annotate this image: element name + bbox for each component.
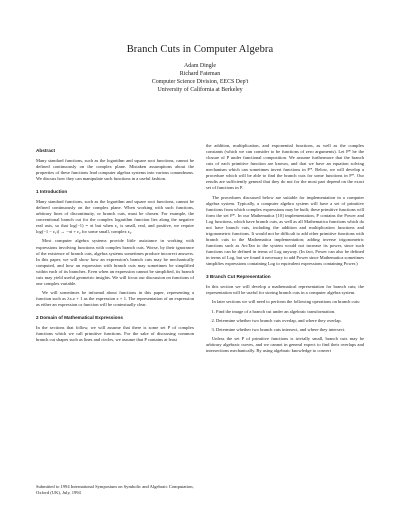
paragraph: We will sometimes be informal about functions in this paper, representing a function such as λx.z + 1 as the expression z + 1. The representation of an expression as either an expression or function will be contextually clear. [36, 290, 194, 308]
list-item: 2. Determine whether two branch cuts overlap, and where they overlap. [216, 318, 364, 324]
submission-footnote: Submitted to 1994 International Symposium on Symbolic and Algebraic Computation, Oxford (UK), July, 1994 [36, 484, 194, 496]
paragraph: the addition, multiplication, and exponential functions, as well as the complex constants (which we can consider to be functions of zero arguments). Let P* be the closure of P under functional composition. We assume furthermore that the branch cuts of each primitive function are known, and that we have an equation solving mechanism which can sometimes invert functions in P*. Below, we will develop a procedure which will be able to find the branch cuts for some functions in P*. Our results are sufficiently general that they do not for the most part depend on the exact set of functions in P. [206, 143, 364, 191]
abstract-text: Many standard functions, such as the logarithm and square root functions, cannot be defined continuously on the complex plane. Mistaken assumptions about the properties of these functions lead computer algebra systems into various conundrums. We discuss how they can manipulate such functions in a useful fashion. [36, 158, 194, 182]
operations-list [206, 309, 364, 333]
paragraph: In this section we will develop a mathematical representation for branch cuts; the representation will be useful for storing branch cuts in a computer algebra system. [206, 284, 364, 296]
author-affiliation: University of California at Berkeley [157, 86, 243, 93]
section-heading-branch-cut-representation: 3 Branch Cut Representation [206, 273, 271, 279]
left-column [36, 148, 194, 346]
author-block [0, 63, 400, 95]
author-name: Richard Fateman [179, 70, 221, 77]
paragraph: The procedures discussed below are suitable for implementation in a computer algebra system. Typically, a computer algebra system will have a set of primitive functions from which complex expressions may be built; these primitive functions will form the set P*. In our Mathematica [10] implementation, P contains the Power and Log functions, which have branch cuts, as well as all Mathematica functions which do not have branch cuts, including the addition and multiplication functions and trigonometric functions. It would not be difficult to add other primitive functions with branch cuts to the Mathematica implementation; adding inverse trigonometric functions such as ArcTan to the system would not increase its power, since such functions can be defined in terms of Log anyway. (In fact, Power can also be defined in terms of Log, but we found it necessary to add Power since Mathematica sometimes simplifies expressions containing Log to equivalent expressions containing Power.) [206, 194, 364, 267]
author-name: Adam Dingle [184, 63, 216, 69]
section-heading-domain: 2 Domain of Mathematical Expressions [36, 314, 124, 320]
section-heading-introduction: 1 Introduction [36, 188, 68, 194]
paragraph: In the sections that follow, we will assume that there is some set P of complex functions which we call primitive functions. For the sake of discussing common branch cut shapes such as lines and circles, we assume that P contains at least [36, 324, 194, 342]
paragraph: Unless the set P of primitive functions is trivially small, branch cuts may be arbitrary algebraic curves, and we cannot in general expect to find their overlaps and intersections mechanically. By using algebraic knowledge to convert [206, 335, 364, 353]
paragraph: Many standard functions, such as the logarithm and square root functions, cannot be defined continuously on the complex plane. When working with such functions, arbitrary lines of discontinuity, or branch cuts, must be chosen. For example, the conventional branch cut for the complex logarithm function lies along the negative real axis, so that log(−1) = πi but when ε₁ is small, real, and positive, we require log(−1 − ε₁i) → −πi + ε₂ for some small, complex ε₂. [36, 198, 194, 235]
abstract-heading: Abstract [36, 148, 56, 153]
list-item: 1. Find the image of a branch cut under an algebraic transformation. [216, 309, 364, 315]
right-column [206, 143, 364, 357]
paragraph: In later sections we will need to perform the following operations on branch cuts: [212, 299, 361, 305]
paper-title: Branch Cuts in Computer Algebra [126, 44, 274, 55]
paragraph: Most computer algebra systems provide little assistance in working with expressions involving functions with complex branch cuts. Worse, by their ignorance of the existence of branch cuts, algebra systems sometimes produce incorrect answers. In this paper, we will show how an expression's branch cuts may be mechanically computed, and how an expression with branch cuts may sometimes be simplified within each of its branches. Even when an expression cannot be simplified, its branch cuts may yield useful geometric insights. We will focus our discussion on functions of one complex variable. [36, 238, 194, 286]
list-item: 3. Determine whether two branch cuts intersect, and where they intersect. [216, 327, 364, 333]
author-affiliation: Computer Science Division, EECS Dep't [151, 78, 249, 85]
